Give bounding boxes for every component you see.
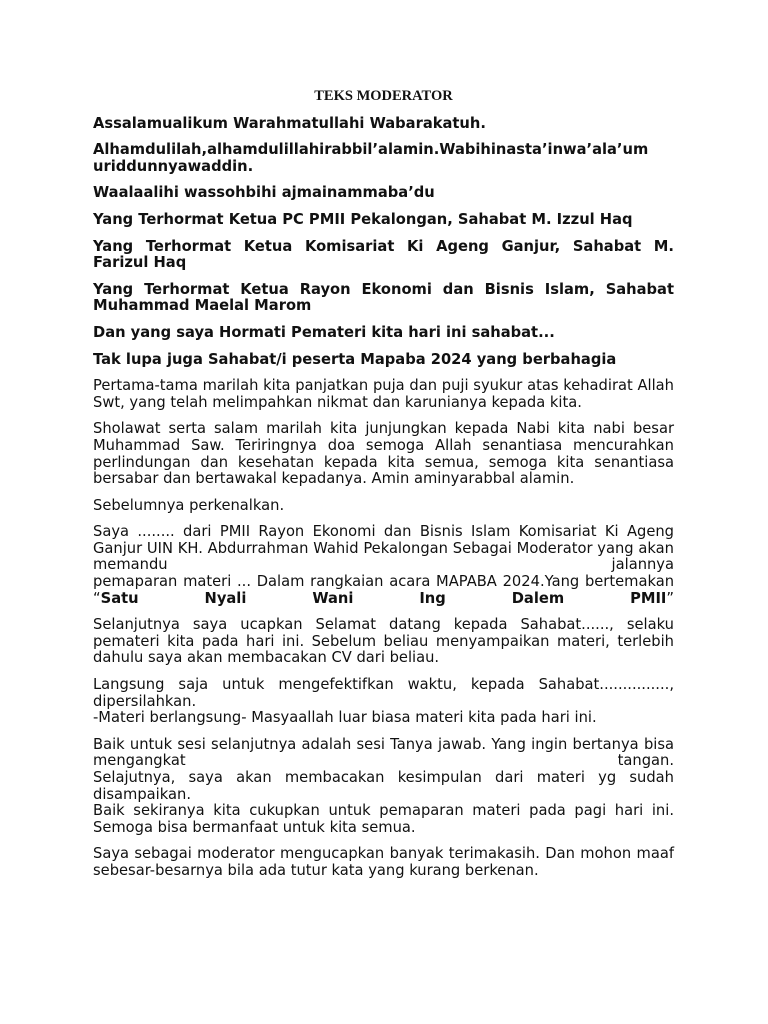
honor-ketua-komisariat: Yang Terhormat Ketua Komisariat Ki Ageng Ganjur, Sahabat M. Farizul Haq	[93, 237, 674, 272]
moderator-intro-text: pemaparan materi ... Dalam rangkaian acara MAPABA 2024.Yang bertemakan “	[93, 573, 674, 607]
paragraph-terimakasih: Saya sebagai moderator mengucapkan banyak terimakasih. Dan mohon maaf sebesar-besarnya bila ada tutur kata yang kurang berkenan.	[93, 845, 674, 879]
materi-ongoing-line: -Materi berlangsung- Masyaallah luar biasa materi kita pada hari ini.	[93, 709, 597, 727]
paragraph-sholawat: Sholawat serta salam marilah kita junjungkan kepada Nabi kita nabi besar Muhammad Saw. Teriringnya doa semoga Allah senantiasa mencurahkan perlindungan dan kesehatan kepada kita semua, semoga kita senantiasa bersabar dan bertawakal kepadanya. Amin aminyarabbal alamin.	[93, 420, 674, 488]
closing-materi-line: Baik sekiranya kita cukupkan untuk pemaparan materi pada pagi hari ini. Semoga bisa bermanfaat untuk kita semua.	[93, 802, 674, 836]
materi-invite-line: Langsung saja untuk mengefektifkan waktu, kepada Sahabat..............., dipersilahkan.	[93, 676, 674, 710]
close-quote: ”	[666, 589, 674, 607]
salam-greeting: Assalamualikum Warahmatullahi Wabarakatuh.	[93, 114, 486, 132]
paragraph-puja-puji: Pertama-tama marilah kita panjatkan puja dan puji syukur atas kehadirat Allah Swt, yang telah melimpahkan nikmat dan karunianya kepada kita.	[93, 377, 674, 411]
honor-ketua-rayon: Yang Terhormat Ketua Rayon Ekonomi dan Bisnis Islam, Sahabat Muhammad Maelal Marom	[93, 280, 674, 315]
honor-ketua-pc: Yang Terhormat Ketua PC PMII Pekalongan, Sahabat M. Izzul Haq	[93, 210, 633, 228]
paragraph-materi	[93, 677, 674, 727]
moderator-intro-line	[93, 574, 674, 607]
theme-title: Satu Nyali Wani Ing Dalem PMII	[100, 589, 667, 607]
moderator-intro-line: Saya ........ dari PMII Rayon Ekonomi dan Bisnis Islam Komisariat Ki Ageng Ganjur UIN KH. Abdurrahman Wahid Pekalongan Sebagai Moderator yang akan memandu jalannya	[93, 523, 674, 574]
paragraph-moderator-intro	[93, 524, 674, 607]
honor-pemateri: Dan yang saya Hormati Pemateri kita hari ini sahabat...	[93, 323, 555, 341]
paragraph-tanya-jawab	[93, 737, 674, 837]
kesimpulan-line: Selajutnya, saya akan membacakan kesimpulan dari materi yg sudah disampaikan.	[93, 769, 674, 803]
document-page	[93, 88, 674, 890]
honor-peserta: Tak lupa juga Sahabat/i peserta Mapaba 2024 yang berbahagia	[93, 350, 617, 368]
paragraph-perkenalan: Sebelumnya perkenalkan.	[93, 496, 285, 514]
shalawat-opening: Waalaalihi wassohbihi ajmainammaba’du	[93, 184, 435, 202]
paragraph-welcome-pemateri: Selanjutnya saya ucapkan Selamat datang kepada Sahabat......, selaku pemateri kita pada hari ini. Sebelum beliau menyampaikan materi, terlebih dahulu saya akan membacakan CV dari beliau.	[93, 616, 674, 667]
hamdalah-opening: Alhamdulilah,alhamdulillahirabbil’alamin.Wabihinasta’inwa’ala’um uriddunnyawaddin.	[93, 141, 649, 175]
tanya-jawab-line: Baik untuk sesi selanjutnya adalah sesi Tanya jawab. Yang ingin bertanya bisa mengangkat tangan.	[93, 735, 674, 770]
document-title: TEKS MODERATOR	[314, 88, 453, 104]
